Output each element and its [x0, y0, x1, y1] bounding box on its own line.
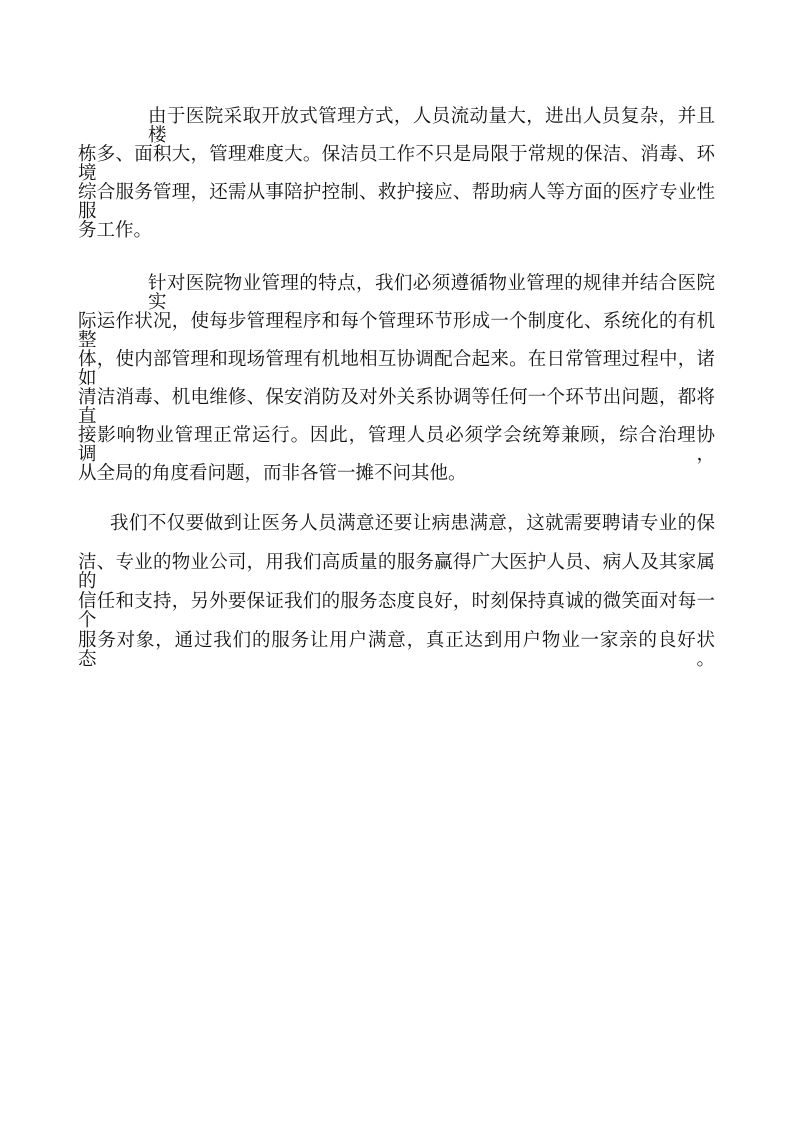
- paragraph-3-line-4: 服务对象，通过我们的服务让用户满意，真正达到用户物业一家亲的良好状态。: [78, 630, 715, 670]
- paragraph-2-line-6: 从全局的角度看问题，而非各管一摊不问其他。: [78, 463, 467, 484]
- paragraph-2-line-1: 针对医院物业管理的特点，我们必须遵循物业管理的规律并结合医院实: [148, 273, 715, 313]
- paragraph-2-line-4: 清洁消毒、机电维修、保安消防及对外关系协调等任何一个环节出问题，都将直: [78, 387, 715, 427]
- paragraph-2-line-3: 体，使内部管理和现场管理有机地相互协调配合起来。在日常管理过程中，诸如: [78, 349, 715, 389]
- paragraph-1-line-3: 综合服务管理，还需从事陪护控制、救护接应、帮助病人等方面的医疗专业性服: [78, 182, 715, 222]
- paragraph-3-line-3: 信任和支持，另外要保证我们的服务态度良好，时刻保持真诚的微笑面对每一个: [78, 591, 715, 631]
- paragraph-2-line-2: 际运作状况，使每步管理程序和每个管理环节形成一个制度化、系统化的有机整: [78, 311, 715, 351]
- paragraph-3-line-2: 洁、专业的物业公司，用我们高质量的服务赢得广大医护人员、病人及其家属的: [78, 552, 715, 592]
- paragraph-1-line-4: 务工作。: [78, 220, 153, 241]
- paragraph-2-line-5: 接影响物业管理正常运行。因此，管理人员必须学会统筹兼顾，综合治理协调，: [78, 425, 715, 465]
- paragraph-1-line-2: 栋多、面积大，管理难度大。保洁员工作不只是局限于常规的保洁、消毒、环境: [78, 144, 715, 184]
- paragraph-3-line-1: 我们不仅要做到让医务人员满意还要让病患满意，这就需要聘请专业的保: [110, 513, 715, 534]
- paragraph-1-line-1: 由于医院采取开放式管理方式，人员流动量大，进出人员复杂，并且楼: [148, 106, 715, 146]
